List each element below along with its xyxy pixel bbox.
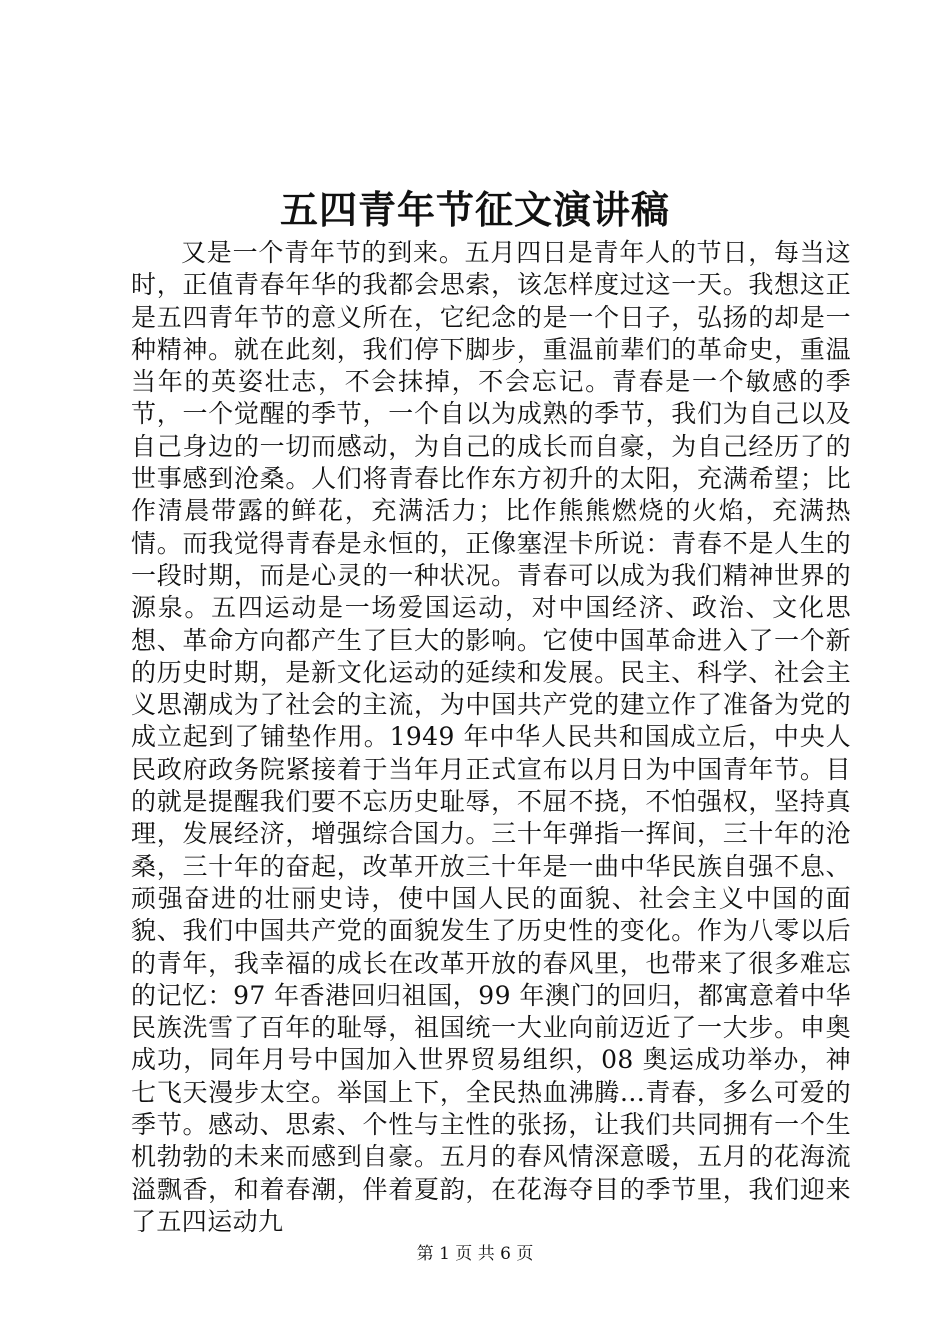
page-footer: 第 1 页 共 6 页	[416, 1244, 534, 1264]
document-body-paragraph: 又是一个青年节的到来。五月四日是青年人的节日，每当这时，正值青春年华的我都会思索，该怎样度过这一天。我想这正是五四青年节的意义所在，它纪念的是一个日子，弘扬的却是一种精神。就在此刻，我们停下脚步，重温前辈们的革命史，重温当年的英姿壮志，不会抹掉，不会忘记。青春是一个敏感的季节，一个觉醒的季节，一个自以为成熟的季节，我们为自己以及自己身边的一切而感动，为自己的成长而自豪，为自己经历了的世事感到沧桑。人们将青春比作东方初升的太阳，充满希望；比作清晨带露的鲜花，充满活力；比作熊熊燃烧的火焰，充满热情。而我觉得青春是永恒的，正像塞涅卡所说：青春不是人生的一段时期，而是心灵的一种状况。青春可以成为我们精神世界的源泉。五四运动是一场爱国运动，对中国经济、政治、文化思想、革命方向都产生了巨大的影响。它使中国革命进入了一个新的历史时期，是新文化运动的延续和发展。民主、科学、社会主义思潮成为了社会的主流，为中国共产党的建立作了准备为党的成立起到了铺垫作用。1949 年中华人民共和国成立后，中央人民政府政务院紧接着于当年月正式宣布以月日为中国青年节。目的就是提醒我们要不忘历史耻辱，不屈不挠，不怕强权，坚持真理，发展经济，增强综合国力。三十年弹指一挥间，三十年的沧桑，三十年的奋起，改革开放三十年是一曲中华民族自强不息、顽强奋进的壮丽史诗，使中国人民的面貌、社会主义中国的面貌、我们中国共产党的面貌发生了历史性的变化。作为八零以后的青年，我幸福的成长在改革开放的春风里，也带来了很多难忘的记忆：97 年香港回归祖国，99 年澳门的回归，都寓意着中华民族洗雪了百年的耻辱，祖国统一大业向前迈近了一大步。申奥成功，同年月号中国加入世界贸易组织，08 奥运成功举办，神七飞天漫步太空。举国上下，全民热血沸腾...青春，多么可爱的季节。感动、思索、个性与主性的张扬，让我们共同拥有一个生机勃勃的未来而感到自豪。五月的春风情深意暖，五月的花海流溢飘香，和着春潮，伴着夏韵，在花海夺目的季节里，我们迎来了五四运动九	[131, 238, 851, 1236]
document-title: 五四青年节征文演讲稿	[279, 187, 670, 232]
